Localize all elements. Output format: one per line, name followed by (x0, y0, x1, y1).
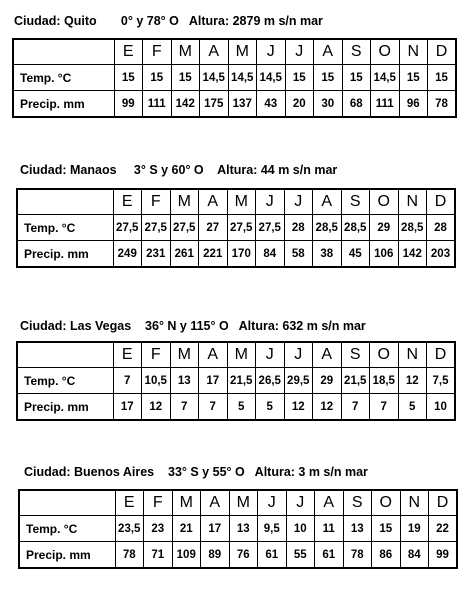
precip-cell: 78 (343, 542, 372, 569)
month-cell: A (201, 490, 230, 516)
precip-cell: 30 (314, 91, 343, 118)
month-cell: J (286, 490, 315, 516)
city-caption: Ciudad: Las Vegas 36° N y 115° O Altura: 632 m s/n mar (20, 319, 366, 333)
month-cell: N (399, 39, 428, 65)
month-cell: F (143, 39, 172, 65)
temp-cell: 15 (399, 65, 428, 91)
precip-cell: 12 (313, 394, 342, 421)
precip-cell: 43 (257, 91, 286, 118)
precipitation-label: Precip. mm (19, 542, 115, 569)
precipitation-row (17, 394, 455, 421)
temp-cell: 15 (114, 65, 143, 91)
precip-cell: 76 (229, 542, 258, 569)
temp-cell: 28,5 (398, 215, 427, 241)
month-cell: O (371, 39, 400, 65)
month-cell: F (142, 189, 171, 215)
precip-cell: 84 (256, 241, 285, 268)
precip-cell: 12 (142, 394, 171, 421)
precip-cell: 61 (258, 542, 287, 569)
precip-cell: 111 (143, 91, 172, 118)
temp-cell: 15 (171, 65, 200, 91)
precip-cell: 170 (227, 241, 256, 268)
month-cell: J (284, 342, 313, 368)
month-cell: S (341, 189, 370, 215)
temperature-row (17, 368, 455, 394)
month-cell: J (257, 39, 286, 65)
precip-cell: 7 (370, 394, 399, 421)
month-header-row (19, 490, 457, 516)
temp-cell: 17 (201, 516, 230, 542)
month-cell: N (400, 490, 429, 516)
precip-cell: 7 (199, 394, 228, 421)
city-caption: Ciudad: Manaos 3° S y 60° O Altura: 44 m s/n mar (20, 163, 338, 177)
corner-cell (13, 39, 114, 65)
corner-cell (17, 342, 113, 368)
temp-cell: 7,5 (427, 368, 456, 394)
precip-cell: 68 (342, 91, 371, 118)
precip-cell: 99 (114, 91, 143, 118)
climate-table (12, 38, 457, 118)
precip-cell: 7 (341, 394, 370, 421)
month-cell: A (313, 189, 342, 215)
precip-cell: 109 (172, 542, 201, 569)
month-cell: D (428, 39, 457, 65)
temp-cell: 23,5 (115, 516, 144, 542)
month-cell: A (313, 342, 342, 368)
corner-cell (17, 189, 113, 215)
corner-cell (19, 490, 115, 516)
month-cell: E (114, 39, 143, 65)
month-cell: D (427, 342, 456, 368)
temp-cell: 27,5 (170, 215, 199, 241)
temp-cell: 15 (314, 65, 343, 91)
month-cell: M (172, 490, 201, 516)
month-header-row (13, 39, 456, 65)
temp-cell: 15 (285, 65, 314, 91)
climate-table (16, 341, 456, 421)
temp-cell: 13 (170, 368, 199, 394)
month-cell: F (142, 342, 171, 368)
temp-cell: 14,5 (200, 65, 229, 91)
month-cell: A (199, 342, 228, 368)
precip-cell: 142 (171, 91, 200, 118)
precip-cell: 137 (228, 91, 257, 118)
month-cell: A (200, 39, 229, 65)
temp-cell: 22 (429, 516, 458, 542)
city-caption: Ciudad: Quito 0° y 78° O Altura: 2879 m s/n mar (14, 14, 323, 28)
month-cell: M (171, 39, 200, 65)
precip-cell: 221 (199, 241, 228, 268)
precipitation-label: Precip. mm (17, 394, 113, 421)
month-cell: D (427, 189, 456, 215)
temp-cell: 14,5 (257, 65, 286, 91)
precip-cell: 142 (398, 241, 427, 268)
precip-cell: 61 (315, 542, 344, 569)
temp-cell: 21,5 (341, 368, 370, 394)
precip-cell: 5 (398, 394, 427, 421)
climate-table (16, 188, 456, 268)
temp-cell: 23 (144, 516, 173, 542)
month-cell: M (228, 39, 257, 65)
temp-cell: 15 (428, 65, 457, 91)
precip-cell: 7 (170, 394, 199, 421)
precip-cell: 71 (144, 542, 173, 569)
precipitation-label: Precip. mm (17, 241, 113, 268)
temperature-row (17, 215, 455, 241)
temp-cell: 27,5 (227, 215, 256, 241)
temp-cell: 27,5 (256, 215, 285, 241)
precip-cell: 78 (115, 542, 144, 569)
month-cell: F (144, 490, 173, 516)
precip-cell: 231 (142, 241, 171, 268)
month-cell: A (315, 490, 344, 516)
temp-cell: 27,5 (142, 215, 171, 241)
temp-cell: 29 (370, 215, 399, 241)
precip-cell: 86 (372, 542, 401, 569)
temp-cell: 14,5 (228, 65, 257, 91)
climate-table (18, 489, 458, 569)
temp-cell: 15 (372, 516, 401, 542)
temp-cell: 28,5 (313, 215, 342, 241)
precip-cell: 55 (286, 542, 315, 569)
precipitation-row (17, 241, 455, 268)
month-cell: N (398, 342, 427, 368)
precip-cell: 78 (428, 91, 457, 118)
temp-cell: 10 (286, 516, 315, 542)
month-cell: S (342, 39, 371, 65)
temp-cell: 12 (398, 368, 427, 394)
month-cell: M (170, 342, 199, 368)
temperature-label: Temp. °C (17, 215, 113, 241)
temp-cell: 14,5 (371, 65, 400, 91)
city-caption: Ciudad: Buenos Aires 33° S y 55° O Altura: 3 m s/n mar (24, 465, 368, 479)
month-cell: J (285, 39, 314, 65)
month-cell: M (229, 490, 258, 516)
precip-cell: 111 (371, 91, 400, 118)
precip-cell: 96 (399, 91, 428, 118)
temp-cell: 10,5 (142, 368, 171, 394)
precip-cell: 261 (170, 241, 199, 268)
temp-cell: 7 (113, 368, 142, 394)
temp-cell: 13 (229, 516, 258, 542)
temp-cell: 27 (199, 215, 228, 241)
temp-cell: 27,5 (113, 215, 142, 241)
precip-cell: 249 (113, 241, 142, 268)
month-cell: M (227, 342, 256, 368)
temp-cell: 29 (313, 368, 342, 394)
temp-cell: 29,5 (284, 368, 313, 394)
temp-cell: 28 (427, 215, 456, 241)
precipitation-row (13, 91, 456, 118)
month-header-row (17, 342, 455, 368)
temperature-label: Temp. °C (19, 516, 115, 542)
temperature-row (19, 516, 457, 542)
precip-cell: 99 (429, 542, 458, 569)
temp-cell: 28 (284, 215, 313, 241)
precip-cell: 5 (227, 394, 256, 421)
month-cell: D (429, 490, 458, 516)
temp-cell: 18,5 (370, 368, 399, 394)
month-cell: J (284, 189, 313, 215)
month-cell: E (115, 490, 144, 516)
precip-cell: 38 (313, 241, 342, 268)
precip-cell: 106 (370, 241, 399, 268)
temp-cell: 21 (172, 516, 201, 542)
temp-cell: 21,5 (227, 368, 256, 394)
month-header-row (17, 189, 455, 215)
month-cell: E (113, 189, 142, 215)
temp-cell: 13 (343, 516, 372, 542)
temp-cell: 17 (199, 368, 228, 394)
precipitation-label: Precip. mm (13, 91, 114, 118)
temperature-label: Temp. °C (13, 65, 114, 91)
month-cell: M (227, 189, 256, 215)
month-cell: E (113, 342, 142, 368)
month-cell: A (199, 189, 228, 215)
month-cell: O (372, 490, 401, 516)
precip-cell: 203 (427, 241, 456, 268)
temp-cell: 15 (143, 65, 172, 91)
precip-cell: 45 (341, 241, 370, 268)
precip-cell: 17 (113, 394, 142, 421)
temp-cell: 11 (315, 516, 344, 542)
precip-cell: 84 (400, 542, 429, 569)
precip-cell: 58 (284, 241, 313, 268)
temp-cell: 19 (400, 516, 429, 542)
month-cell: A (314, 39, 343, 65)
temp-cell: 28,5 (341, 215, 370, 241)
temperature-label: Temp. °C (17, 368, 113, 394)
temp-cell: 26,5 (256, 368, 285, 394)
month-cell: O (370, 189, 399, 215)
precip-cell: 89 (201, 542, 230, 569)
precip-cell: 12 (284, 394, 313, 421)
precip-cell: 20 (285, 91, 314, 118)
precip-cell: 5 (256, 394, 285, 421)
month-cell: N (398, 189, 427, 215)
month-cell: J (256, 342, 285, 368)
month-cell: J (258, 490, 287, 516)
month-cell: S (343, 490, 372, 516)
month-cell: O (370, 342, 399, 368)
precipitation-row (19, 542, 457, 569)
month-cell: S (341, 342, 370, 368)
temperature-row (13, 65, 456, 91)
month-cell: J (256, 189, 285, 215)
temp-cell: 9,5 (258, 516, 287, 542)
temp-cell: 15 (342, 65, 371, 91)
precip-cell: 175 (200, 91, 229, 118)
precip-cell: 10 (427, 394, 456, 421)
month-cell: M (170, 189, 199, 215)
